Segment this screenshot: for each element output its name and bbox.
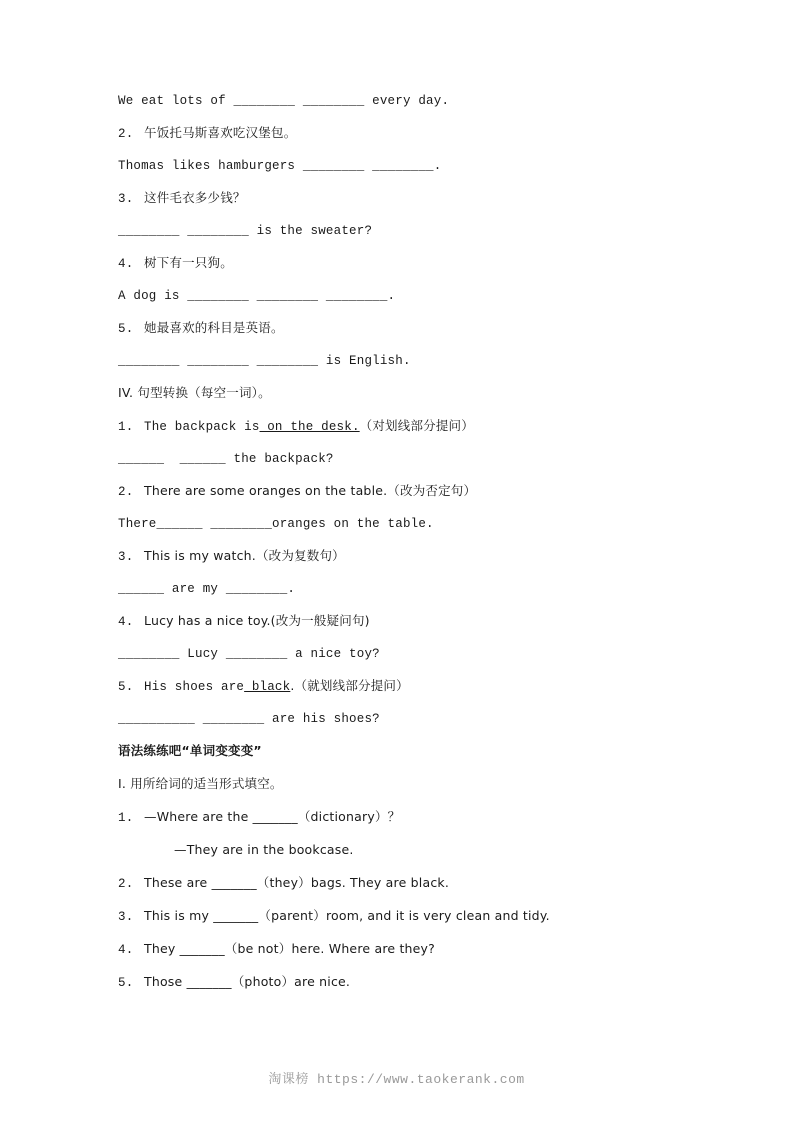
item-number: 5. — [118, 322, 134, 336]
item-number: 2. — [118, 485, 134, 499]
line-text: ________ ________ ________ is English. — [118, 354, 411, 368]
line-text: We eat lots of ________ ________ every day. — [118, 94, 450, 108]
exercise-line — [118, 95, 675, 108]
section-heading-grammar — [118, 745, 675, 759]
exercise-line — [118, 648, 675, 661]
exercise-line — [118, 420, 675, 434]
line-text: ______ are my ________. — [118, 582, 296, 596]
exercise-line — [118, 713, 675, 726]
line-text: There______ ________oranges on the table. — [118, 517, 434, 531]
section-heading-i — [118, 778, 675, 792]
item-number: 3. — [118, 550, 134, 564]
exercise-line — [118, 976, 675, 990]
exercise-line — [118, 877, 675, 891]
line-text: 午饭托马斯喜欢吃汉堡包。 — [144, 125, 297, 140]
line-text: ________ Lucy ________ a nice toy? — [118, 647, 380, 661]
line-text: They _______（be not）here. Where are they? — [144, 941, 435, 956]
exercise-line — [118, 257, 675, 271]
line-text: —They are in the bookcase. — [174, 842, 354, 857]
exercise-line — [118, 943, 675, 957]
exercise-line — [118, 192, 675, 206]
exercise-line — [118, 680, 675, 694]
line-text: ______ ______ the backpack? — [118, 452, 334, 466]
line-text: His shoes are — [144, 680, 245, 694]
line-text: These are _______（they）bags. They are black. — [144, 875, 450, 890]
line-text: 这件毛衣多少钱？ — [144, 190, 246, 205]
line-text: ________ ________ is the sweater? — [118, 224, 373, 238]
line-text: Those _______（photo）are nice. — [144, 974, 351, 989]
exercise-line — [118, 811, 675, 825]
line-text: This is my watch.（改为复数句） — [144, 548, 345, 563]
exercise-line — [118, 127, 675, 141]
exercise-line — [118, 322, 675, 336]
exercise-line — [118, 453, 675, 466]
item-number: 2. — [118, 877, 134, 891]
item-number: 1. — [118, 811, 134, 825]
item-number: 2. — [118, 127, 134, 141]
underlined-part: black — [244, 680, 291, 694]
section-heading-iv — [118, 387, 675, 401]
exercise-line — [118, 550, 675, 564]
item-number: 4. — [118, 615, 134, 629]
line-text: IV. 句型转换（每空一词）。 — [118, 385, 271, 400]
line-text: A dog is ________ ________ ________. — [118, 289, 396, 303]
line-text: 树下有一只狗。 — [144, 255, 233, 270]
line-text: —Where are the _______（dictionary）？ — [144, 809, 401, 824]
line-text: I. 用所给词的适当形式填空。 — [118, 776, 283, 791]
line-tail: （对划线部分提问） — [359, 418, 474, 433]
line-text: The backpack is — [144, 420, 260, 434]
exercise-line — [118, 485, 675, 499]
item-number: 4. — [118, 943, 134, 957]
footer-site-url: https://www.taokerank.com — [317, 1072, 525, 1087]
line-text: 语法练练吧“单词变变变” — [118, 743, 262, 758]
line-text: Lucy has a nice toy.(改为一般疑问句) — [144, 613, 370, 628]
item-number: 5. — [118, 680, 134, 694]
page-footer — [0, 1068, 793, 1087]
exercise-line — [118, 225, 675, 238]
item-number: 1. — [118, 420, 134, 434]
exercise-line — [118, 290, 675, 303]
exercise-line — [118, 615, 675, 629]
line-text: __________ ________ are his shoes? — [118, 712, 380, 726]
exercise-line — [118, 518, 675, 531]
exercise-line — [118, 160, 675, 173]
line-text: There are some oranges on the table.（改为否定句） — [144, 483, 477, 498]
exercise-line — [118, 355, 675, 368]
item-number: 3. — [118, 192, 134, 206]
footer-site-name: 淘课榜 — [268, 1072, 309, 1087]
exercise-line — [118, 910, 675, 924]
exercise-line — [118, 844, 675, 858]
item-number: 4. — [118, 257, 134, 271]
underlined-part: on the desk. — [259, 420, 360, 434]
item-number: 5. — [118, 976, 134, 990]
item-number: 3. — [118, 910, 134, 924]
line-text: 她最喜欢的科目是英语。 — [144, 320, 284, 335]
line-text: Thomas likes hamburgers ________ ________. — [118, 159, 442, 173]
line-tail: .（就划线部分提问） — [290, 678, 409, 693]
line-text: This is my _______（parent）room, and it is very clean and tidy. — [144, 908, 550, 923]
exercise-line — [118, 583, 675, 596]
